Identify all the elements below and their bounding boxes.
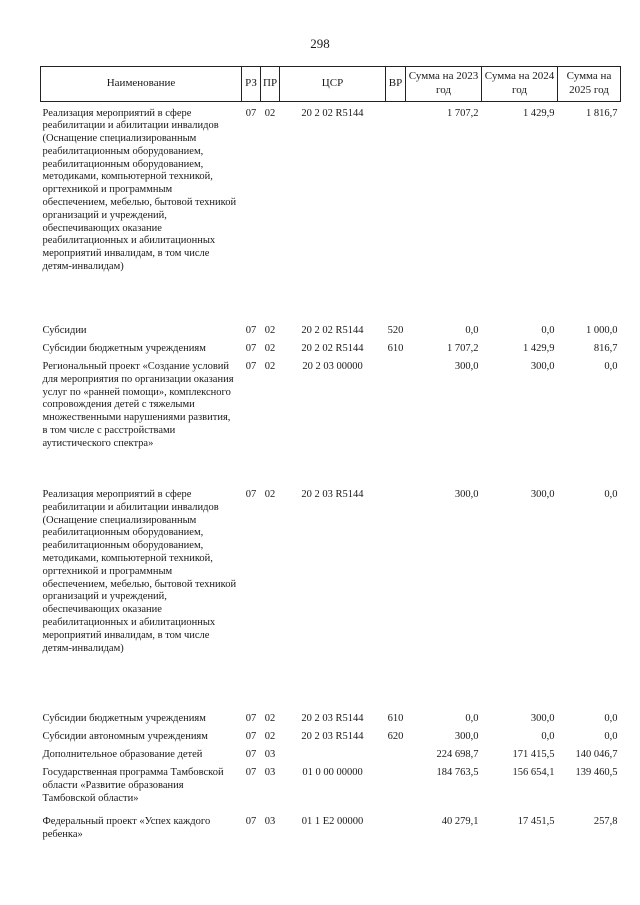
row-vr: 520 xyxy=(387,325,404,336)
row-vr xyxy=(386,816,406,850)
row-csr: 20 2 02 R5144 xyxy=(301,325,364,336)
row-rz: 07 xyxy=(245,343,257,354)
row-vr xyxy=(386,489,406,713)
table-row xyxy=(41,101,621,325)
row-pr: 02 xyxy=(264,325,276,336)
row-sum-2023: 300,0 xyxy=(454,361,479,372)
table-body xyxy=(41,101,621,850)
row-csr: 20 2 03 R5144 xyxy=(301,713,364,724)
header-name: Наименование xyxy=(41,67,242,102)
row-vr: 610 xyxy=(387,713,404,724)
row-pr: 02 xyxy=(264,343,276,354)
row-csr: 01 0 00 00000 xyxy=(302,767,363,778)
row-rz: 07 xyxy=(245,107,257,119)
row-name: Субсидии автономным учреждениям xyxy=(42,731,208,742)
table-row xyxy=(41,343,621,361)
row-sum-2023: 0,0 xyxy=(465,713,479,724)
header-sum-2024: Сумма на 2024 год xyxy=(482,67,558,102)
table-row xyxy=(41,731,621,749)
row-pr: 02 xyxy=(264,489,276,500)
row-rz: 07 xyxy=(245,325,257,336)
row-sum-2025: 0,0 xyxy=(604,489,618,500)
row-sum-2025: 816,7 xyxy=(593,343,618,354)
row-rz: 07 xyxy=(245,361,257,372)
row-pr: 02 xyxy=(264,713,276,724)
table-row xyxy=(41,749,621,767)
row-sum-2024: 300,0 xyxy=(530,713,555,724)
row-pr: 03 xyxy=(264,816,276,827)
row-sum-2023: 300,0 xyxy=(454,731,479,742)
header-sum-2025: Сумма на 2025 год xyxy=(558,67,621,102)
row-name: Субсидии бюджетным учреждениям xyxy=(42,343,206,354)
table-header xyxy=(41,67,621,102)
header-vr: ВР xyxy=(386,67,406,102)
row-name: Дополнительное образование детей xyxy=(42,749,203,760)
page-number: 298 xyxy=(310,36,330,51)
row-sum-2023: 224 698,7 xyxy=(436,749,479,760)
row-csr: 01 1 E2 00000 xyxy=(301,816,364,827)
row-name: Реализация мероприятий в сфере реабилитации и абилитации инвалидов (Оснащение специализированным реабилитационным оборудованием, реабилитационным оборудованием, методиками, компьютерной техникой, оргтехникой и программным обеспечением, мебелью, бытовой техникой организаций и учреждений, обеспечивающих оказание реабилитационных и абилитационных мероприятий инвалидам, в том числе детям-инвалидам) xyxy=(42,489,237,654)
row-vr: 620 xyxy=(387,731,404,742)
row-pr: 02 xyxy=(264,731,276,742)
row-rz: 07 xyxy=(245,767,257,778)
row-rz: 07 xyxy=(245,816,257,827)
row-sum-2024: 171 415,5 xyxy=(512,749,555,760)
row-sum-2024: 300,0 xyxy=(530,361,555,372)
table-row xyxy=(41,489,621,713)
row-pr: 03 xyxy=(264,767,276,778)
row-vr: 610 xyxy=(387,343,404,354)
row-sum-2025: 0,0 xyxy=(604,361,618,372)
row-rz: 07 xyxy=(245,749,257,760)
row-csr: 20 2 03 R5144 xyxy=(301,731,364,742)
row-sum-2023: 1 707,2 xyxy=(447,107,479,119)
row-sum-2024: 0,0 xyxy=(541,325,555,336)
row-csr: 20 2 03 00000 xyxy=(302,361,363,372)
row-sum-2025: 0,0 xyxy=(604,731,618,742)
row-vr xyxy=(386,767,406,816)
row-vr xyxy=(386,361,406,489)
row-name: Субсидии бюджетным учреждениям xyxy=(42,713,206,724)
row-sum-2025: 140 046,7 xyxy=(575,749,618,760)
row-rz: 07 xyxy=(245,489,257,500)
header-csr: ЦСР xyxy=(280,67,386,102)
row-csr: 20 2 03 R5144 xyxy=(301,489,364,500)
row-pr: 03 xyxy=(264,749,276,760)
row-csr: 20 2 02 R5144 xyxy=(301,107,364,119)
row-sum-2024: 17 451,5 xyxy=(517,816,555,827)
row-sum-2024: 300,0 xyxy=(530,489,555,500)
row-sum-2023: 40 279,1 xyxy=(441,816,479,827)
row-name: Федеральный проект «Успех каждого ребенка» xyxy=(42,816,211,840)
row-sum-2024: 1 429,9 xyxy=(523,107,555,119)
header-rz: РЗ xyxy=(242,67,261,102)
row-sum-2025: 1 000,0 xyxy=(586,325,618,336)
budget-table xyxy=(40,66,621,850)
table-row xyxy=(41,816,621,850)
row-sum-2025: 1 816,7 xyxy=(586,107,618,119)
row-name: Реализация мероприятий в сфере реабилитации и абилитации инвалидов (Оснащение специализированным реабилитационным оборудованием, реабилитационным оборудованием, методиками, компьютерной техникой, оргтехникой и программным обеспечением, мебелью, бытовой техникой организаций и учреждений, обеспечивающих оказание реабилитационных и абилитационных мероприятий инвалидам, в том числе детям-инвалидам) xyxy=(42,107,237,273)
row-rz: 07 xyxy=(245,731,257,742)
row-vr xyxy=(386,749,406,767)
row-csr: 20 2 02 R5144 xyxy=(301,343,364,354)
header-pr: ПР xyxy=(261,67,280,102)
row-name: Субсидии xyxy=(42,325,87,336)
row-name: Региональный проект «Создание условий для мероприятия по организации оказания услуг по «ранней помощи», комплексного сопровождения детей с тяжелыми множественными нарушениями развития, в том числе с расстройствами аутистического спектра» xyxy=(42,361,234,449)
row-vr xyxy=(386,101,406,325)
table-row xyxy=(41,767,621,816)
row-sum-2025: 257,8 xyxy=(593,816,618,827)
row-rz: 07 xyxy=(245,713,257,724)
row-name: Государственная программа Тамбовской области «Развитие образования Тамбовской области» xyxy=(42,767,224,804)
row-sum-2023: 184 763,5 xyxy=(436,767,479,778)
row-sum-2023: 0,0 xyxy=(465,325,479,336)
header-sum-2023: Сумма на 2023 год xyxy=(406,67,482,102)
table-row xyxy=(41,713,621,731)
row-sum-2023: 1 707,2 xyxy=(447,343,479,354)
row-sum-2024: 0,0 xyxy=(541,731,555,742)
row-sum-2023: 300,0 xyxy=(454,489,479,500)
table-row xyxy=(41,361,621,489)
row-sum-2025: 139 460,5 xyxy=(575,767,618,778)
row-csr xyxy=(280,749,386,767)
row-sum-2024: 156 654,1 xyxy=(512,767,555,778)
row-sum-2024: 1 429,9 xyxy=(523,343,555,354)
table-row xyxy=(41,325,621,343)
row-sum-2025: 0,0 xyxy=(604,713,618,724)
row-pr: 02 xyxy=(264,107,276,119)
row-pr: 02 xyxy=(264,361,276,372)
